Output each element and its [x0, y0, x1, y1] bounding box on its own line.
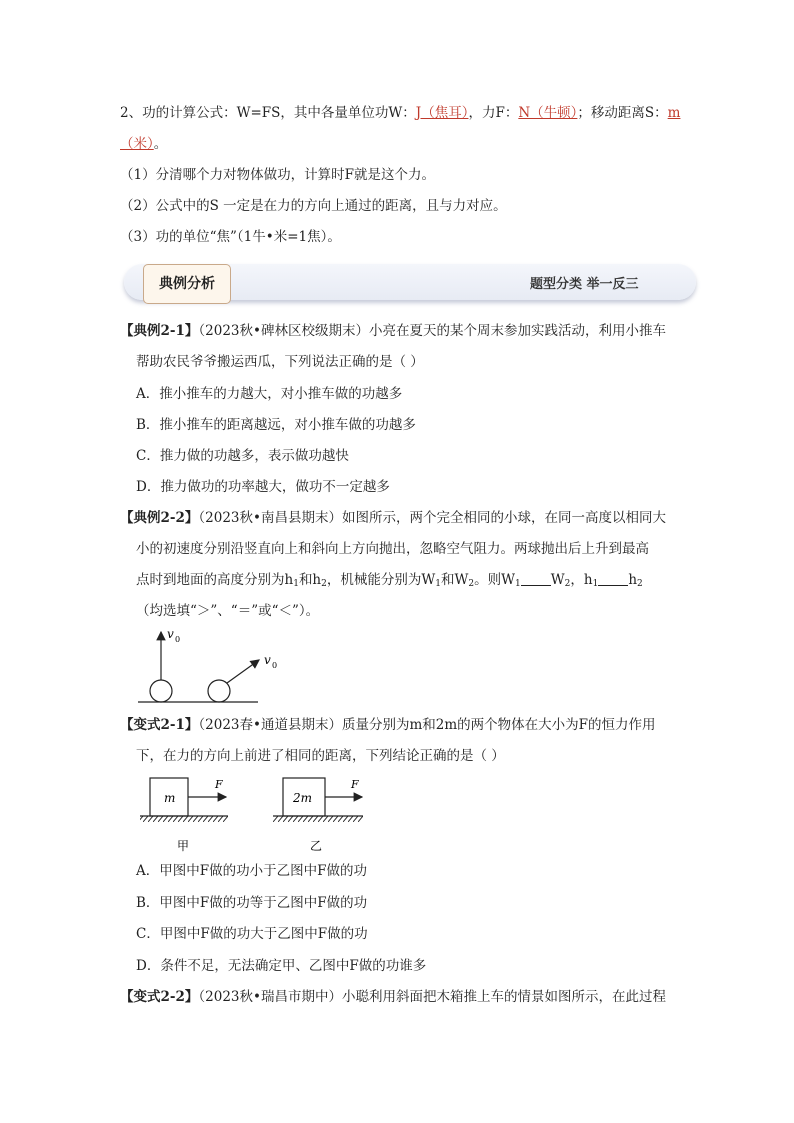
ground-hatch-2 — [273, 816, 363, 822]
force-label-1: F — [215, 778, 223, 791]
q4-line-1 — [120, 988, 666, 1006]
formula-line-1 — [120, 104, 680, 122]
q3-tag: 【变式2-1】 — [120, 717, 199, 733]
banner-subtitle: 题型分类 举一反三 — [530, 277, 639, 292]
q2-tag: 【典例2-2】 — [120, 510, 199, 526]
q3-option-d: D．条件不足，无法确定甲、乙图中F做的功谁多 — [136, 958, 427, 974]
q3-option-a: A．甲图中F做的功小于乙图中F做的功 — [136, 863, 367, 879]
unit-work: J（焦耳） — [415, 105, 469, 121]
q2-line-1 — [120, 509, 666, 527]
q3-line-2: 下，在力的方向上前进了相同的距离，下列结论正确的是（ ） — [136, 748, 505, 764]
q1-text-1: （2023秋•碑林区校级期末）小亮在夏天的某个周末参加实践活动，利用小推车 — [198, 323, 666, 339]
sub: 1 — [435, 579, 441, 589]
q1-line-1 — [120, 322, 666, 340]
unit-distance: m — [667, 105, 681, 121]
q4-text-1: （2023秋•瑞昌市期中）小聪利用斜面把木箱推上车的情景如图所示，在此过程 — [198, 989, 666, 1005]
sub: 1 — [592, 579, 599, 589]
q4-tag: 【变式2-2】 — [120, 989, 199, 1005]
q2-text-3c: ，机械能分别为W — [326, 572, 436, 588]
block-2m-label: 2m — [293, 791, 313, 805]
caption-yi: 乙 — [310, 839, 323, 853]
ball-2 — [208, 680, 230, 702]
q1-option-a: A．推小推车的力越大，对小推车做的功越多 — [136, 386, 403, 402]
q2-text-3b: 和h — [298, 572, 322, 588]
formula-mid2: ；移动距离S： — [577, 105, 668, 121]
q2-line-3 — [136, 571, 643, 593]
q3-line-1 — [120, 716, 656, 734]
q2-text-3g: ，h — [570, 572, 593, 588]
sub: 1 — [293, 579, 299, 589]
q2-text-1: （2023秋•南昌县期末）如图所示，两个完全相同的小球，在同一高度以相同大 — [198, 510, 666, 526]
sub: 1 — [515, 579, 521, 589]
ground-hatch-1 — [140, 816, 228, 822]
answer-blank[interactable] — [521, 573, 551, 586]
v0-sub-1: 0 — [175, 635, 181, 644]
q2-text-3h: h — [628, 572, 638, 588]
formula-note-1: （1）分清哪个力对物体做功，计算时F就是这个力。 — [120, 167, 435, 183]
sub: 2 — [321, 579, 327, 589]
q1-option-d: D．推力做功的功率越大，做功不一定越多 — [136, 479, 390, 495]
v0-label-2: v — [264, 653, 271, 667]
sub: 2 — [468, 579, 475, 589]
q1-tag: 【典例2-1】 — [120, 323, 199, 339]
q1-line-2: 帮助农民爷爷搬运西瓜，下列说法正确的是（ ） — [136, 354, 424, 370]
q3-figure — [138, 774, 378, 856]
q2-text-3f: W — [550, 572, 565, 588]
block-m-label: m — [164, 791, 176, 805]
v0-label-1: v — [167, 627, 174, 641]
formula-note-3: （3）功的单位“焦”（1牛•米=1焦）。 — [120, 229, 341, 245]
banner-tab: 典例分析 — [143, 264, 231, 304]
formula-note-2: （2）公式中的S 一定是在力的方向上通过的距离，且与力对应。 — [120, 198, 507, 214]
q2-text-3e: 。则W — [474, 572, 516, 588]
q2-figure — [134, 622, 284, 704]
formula-prefix: 2、功的计算公式：W=FS，其中各量单位功W： — [120, 105, 416, 121]
q2-text-3a: 点时到地面的高度分别为h — [136, 572, 294, 588]
v0-sub-2: 0 — [272, 661, 278, 670]
sub: 2 — [637, 579, 643, 589]
unit-distance-cn: （米） — [120, 136, 154, 152]
formula-line-2 — [120, 135, 167, 153]
q2-text-3d: 和W — [441, 572, 469, 588]
unit-force: N（牛顿） — [518, 105, 578, 121]
formula-end: 。 — [153, 136, 168, 152]
q2-line-4: （均选填“＞”、“＝”或“＜”）。 — [136, 603, 320, 619]
q3-option-c: C．甲图中F做的功大于乙图中F做的功 — [136, 926, 368, 942]
q3-option-b: B．甲图中F做的功等于乙图中F做的功 — [136, 895, 368, 911]
velocity-arrow-oblique — [227, 660, 259, 683]
ball-1 — [150, 680, 172, 702]
formula-mid1: ，力F： — [468, 105, 519, 121]
answer-blank[interactable] — [598, 573, 628, 586]
q1-option-c: C．推力做的功越多，表示做功越快 — [136, 448, 349, 464]
caption-jia: 甲 — [177, 839, 190, 853]
q2-line-2: 小的初速度分别沿竖直向上和斜向上方向抛出，忽略空气阻力。两球抛出后上升到最高 — [136, 541, 649, 557]
q1-option-b: B．推小推车的距离越远，对小推车做的功越多 — [136, 417, 416, 433]
force-label-2: F — [351, 778, 359, 791]
sub: 2 — [564, 579, 571, 589]
q3-text-1: （2023春•通道县期末）质量分别为m和2m的两个物体在大小为F的恒力作用 — [198, 717, 656, 733]
